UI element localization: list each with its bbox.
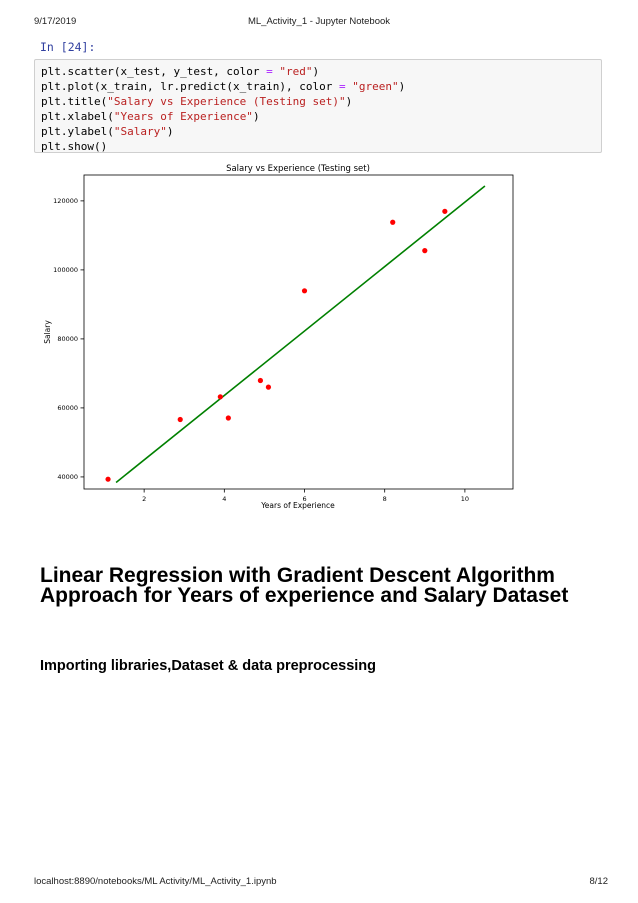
page-number: 8/12: [589, 876, 608, 887]
data-point: [226, 415, 231, 420]
code-line: plt.xlabel("Years of Experience"): [41, 110, 260, 123]
code-line: plt.plot(x_train, lr.predict(x_train), color = "green"): [41, 80, 406, 93]
code-line: plt.show(): [41, 140, 108, 153]
data-point: [258, 378, 263, 383]
data-point: [266, 385, 271, 390]
y-tick-label: 60000: [57, 404, 78, 413]
y-axis-label: Salary: [43, 320, 52, 344]
data-point: [218, 394, 223, 399]
regression-line: [116, 186, 485, 482]
y-tick-label: 100000: [53, 266, 78, 275]
x-tick-label: 10: [460, 495, 470, 503]
print-title: ML_Activity_1 - Jupyter Notebook: [247, 16, 391, 27]
plot-frame: [84, 175, 513, 489]
code-cell[interactable]: [34, 59, 602, 153]
code-line: plt.title("Salary vs Experience (Testing set)"): [41, 95, 353, 108]
data-point: [442, 209, 447, 214]
x-tick-label: 4: [222, 495, 227, 503]
y-tick-label: 80000: [57, 335, 78, 344]
data-point: [390, 220, 395, 225]
chart-title: Salary vs Experience (Testing set): [226, 164, 370, 174]
x-axis-label: Years of Experience: [261, 501, 335, 510]
print-url: localhost:8890/notebooks/ML Activity/ML_Activity_1.ipynb: [34, 876, 277, 887]
data-point: [178, 417, 183, 422]
x-tick-label: 6: [302, 495, 307, 503]
print-date: 9/17/2019: [34, 16, 77, 27]
section-heading: Linear Regression with Gradient Descent Algorithm Approach for Years of experience and Salary Dataset: [40, 564, 569, 607]
data-point: [302, 288, 307, 293]
x-tick-label: 8: [382, 495, 387, 503]
y-tick-label: 40000: [57, 473, 78, 482]
data-point: [105, 477, 110, 482]
code-line: plt.scatter(x_test, y_test, color = "red"): [41, 65, 320, 78]
scatter-chart: [36, 158, 526, 513]
data-point: [422, 248, 427, 253]
x-tick-label: 2: [142, 495, 147, 503]
code-line: plt.ylabel("Salary"): [41, 125, 174, 138]
subsection-heading: Importing libraries,Dataset & data preprocessing: [40, 658, 377, 674]
cell-prompt: In [24]:: [40, 40, 96, 54]
y-tick-label: 120000: [53, 197, 78, 206]
